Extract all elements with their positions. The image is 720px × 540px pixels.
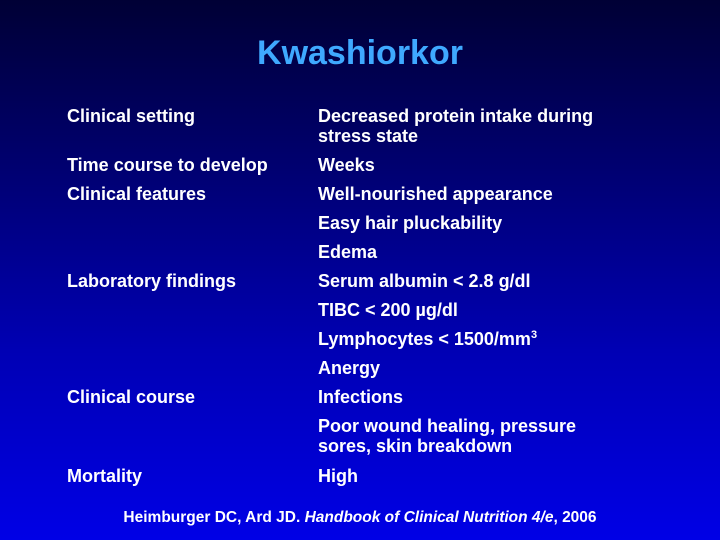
value-clinical-features-3: Edema bbox=[318, 242, 378, 262]
value-clinical-features-1: Well-nourished appearance bbox=[318, 184, 553, 204]
value-clinical-course-1: Infections bbox=[318, 387, 404, 407]
superscript-3: 3 bbox=[530, 329, 538, 341]
value-clinical-features-2: Easy hair pluckability bbox=[318, 213, 503, 233]
label-clinical-setting: Clinical setting bbox=[67, 106, 196, 126]
slide-title: Kwashiorkor bbox=[257, 34, 463, 72]
value-lab-2: TIBC < 200 µg/dl bbox=[318, 300, 458, 320]
label-laboratory-findings: Laboratory findings bbox=[67, 271, 237, 291]
value-lab-3-text: Lymphocytes < 1500/mm bbox=[318, 329, 531, 349]
value-lab-4: Anergy bbox=[318, 358, 381, 378]
value-clinical-course-3: sores, skin breakdown bbox=[318, 436, 513, 456]
value-clinical-setting-1: Decreased protein intake during bbox=[318, 106, 594, 126]
value-time-course: Weeks bbox=[318, 155, 375, 175]
citation-year: , 2006 bbox=[553, 509, 597, 526]
citation-book: Handbook of Clinical Nutrition 4/e bbox=[304, 509, 554, 526]
value-lab-1: Serum albumin < 2.8 g/dl bbox=[318, 271, 531, 291]
value-clinical-setting-2: stress state bbox=[318, 126, 419, 146]
label-time-course: Time course to develop bbox=[67, 155, 268, 175]
citation-authors: Heimburger DC, Ard JD. bbox=[123, 509, 301, 526]
label-clinical-course: Clinical course bbox=[67, 387, 196, 407]
value-mortality: High bbox=[318, 466, 358, 486]
value-lab-3 bbox=[318, 329, 658, 349]
label-clinical-features: Clinical features bbox=[67, 184, 207, 204]
label-mortality: Mortality bbox=[67, 466, 143, 486]
citation bbox=[0, 509, 720, 527]
value-clinical-course-2: Poor wound healing, pressure bbox=[318, 416, 577, 436]
